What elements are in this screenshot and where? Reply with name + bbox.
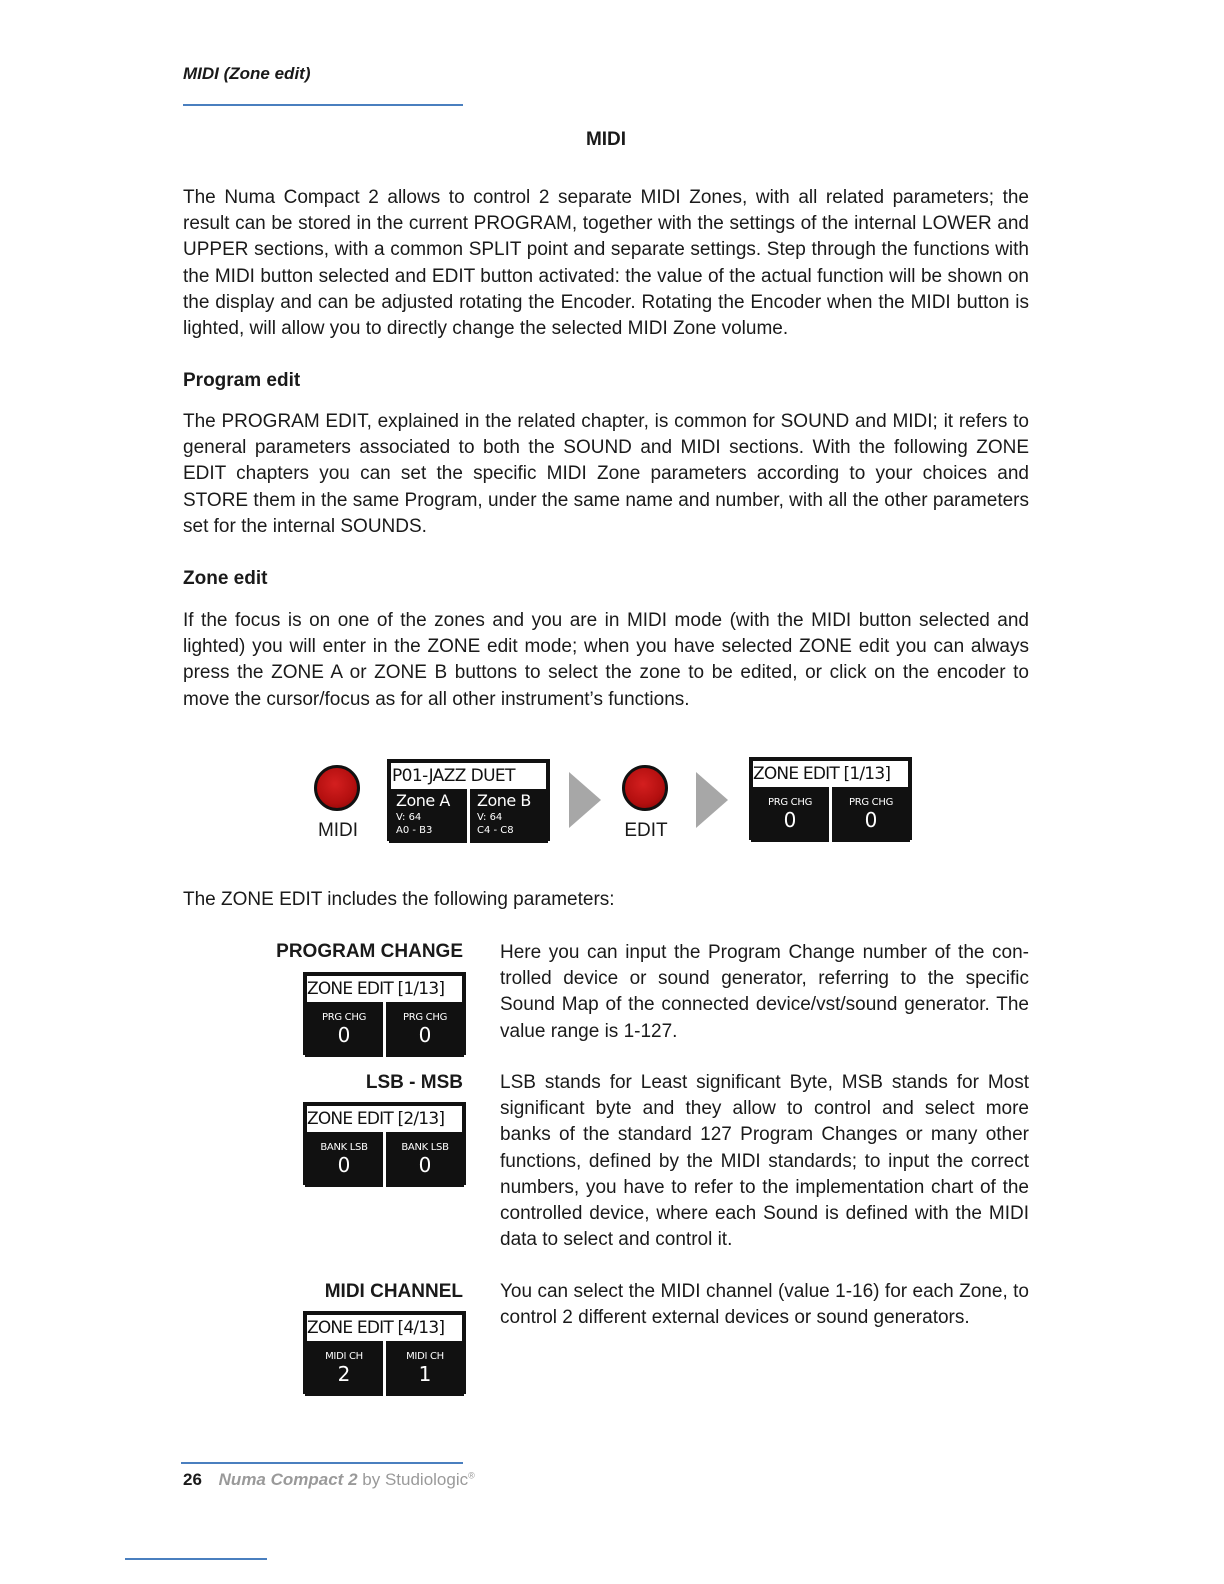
zone-a-cell [389, 789, 467, 843]
display-right-label: PRG CHG [848, 797, 894, 808]
display-right-label: BANK LSB [401, 1142, 449, 1153]
param-display-title: ZONE EDIT [4/13] [305, 1313, 464, 1341]
param-display [303, 1311, 466, 1394]
running-header: MIDI (Zone edit) [183, 64, 311, 83]
page-number: 26 [183, 1470, 202, 1489]
header-divider [183, 104, 463, 106]
display-left-value: 0 [337, 1023, 351, 1047]
display-left-value: 2 [337, 1362, 351, 1386]
param-display [303, 972, 466, 1055]
display-left-label: PRG CHG [321, 1012, 367, 1023]
display-left-label: PRG CHG [767, 797, 813, 808]
edit-button-label: EDIT [624, 820, 668, 841]
param-display [303, 1102, 466, 1185]
arrow-right-icon [696, 772, 728, 828]
zone-edit-paragraph: If the focus is on one of the zones and you are in MIDI mode (with the MIDI button selected and lighted) you will enter in the ZONE edit mode; when you have selected ZONE edit you can always press the ZONE A or ZONE B buttons to select the zone to be edited, or click on the encoder to move the cursor/focus as for all other instrument’s functions. [183, 610, 1029, 710]
zone-edit-display-title: ZONE EDIT [1/13] [751, 759, 910, 787]
display-left-value: 0 [783, 808, 797, 832]
param-description: LSB stands for Least significant Byte, MSB stands for Most significant byte and they allow to control and select more banks of the standard 127 Program Changes or many other functions, defined by the MIDI standards; to input the correct numbers, you have to refer to the implementation chart of the controlled device, where each Sound is defined with the MIDI data to select and control it. [500, 1072, 1029, 1251]
brand-name: by Studiologic [362, 1470, 469, 1489]
midi-button-label: MIDI [317, 820, 359, 841]
zone-a-range: A0 - B3 [396, 825, 433, 836]
intro-paragraph: The Numa Compact 2 allows to control 2 separate MIDI Zones, with all related parameters; the result can be stored in the current PROGRAM, together with the settings of the internal LOWER and UPPER sections, with a common SPLIT point and separate settings. Step through the functions with the MIDI button selected and EDIT button activated: the value of the actual function will be shown on the display and can be adjusted rotating the Encoder. Rotating the Encoder when the MIDI button is lighted, will allow you to directly change the selected MIDI Zone volume. [183, 187, 1029, 340]
param-title: PROGRAM CHANGE [276, 941, 463, 962]
registered-mark: ® [468, 1470, 475, 1481]
display-right-value: 1 [418, 1362, 432, 1386]
display-right-label: PRG CHG [402, 1012, 448, 1023]
zone-b-name: Zone B [477, 791, 531, 810]
display-left-label: MIDI CH [325, 1351, 363, 1362]
zone-b-volume: V: 64 [477, 812, 503, 823]
param-title: LSB - MSB [365, 1072, 463, 1093]
zone-b-cell [467, 789, 548, 843]
zone-edit-display [749, 757, 912, 840]
display-right-value: 0 [418, 1153, 432, 1177]
display-right-value: 0 [864, 808, 878, 832]
display-right-value: 0 [418, 1023, 432, 1047]
arrow-right-icon [569, 772, 601, 828]
zone-edit-heading: Zone edit [183, 568, 268, 589]
param-description: Here you can input the Program Change number of the con-trolled device or sound generator, referring to the specific Sound Map of the connected device/vst/sound generator. The value range is 1-127. [500, 942, 1029, 1042]
page-footer [183, 1470, 475, 1490]
display-right-label: MIDI CH [406, 1351, 444, 1362]
program-display-title: P01-JAZZ DUET [389, 761, 548, 789]
product-name: Numa Compact 2 [218, 1470, 358, 1489]
param-title: MIDI CHANNEL [324, 1281, 463, 1302]
program-edit-heading: Program edit [183, 370, 301, 391]
footer-divider [181, 1462, 463, 1464]
zone-a-volume: V: 64 [396, 812, 422, 823]
edit-button-icon [622, 765, 668, 811]
section-title: MIDI [585, 129, 627, 150]
program-edit-paragraph: The PROGRAM EDIT, explained in the related chapter, is common for SOUND and MIDI; it refers to general parameters associated to both the SOUND and MIDI sections. With the following ZONE EDIT chapters you can set the specific MIDI Zone parameters according to your choices and STORE them in the same Program, under the same name and number, with all the other parameters set for the internal SOUNDS. [183, 411, 1029, 537]
display-left-value: 0 [337, 1153, 351, 1177]
param-description: You can select the MIDI channel (value 1-16) for each Zone, to control 2 different external devices or sound generators. [500, 1281, 1029, 1329]
param-display-title: ZONE EDIT [1/13] [305, 974, 464, 1002]
zone-a-name: Zone A [396, 791, 450, 810]
bottom-divider [125, 1558, 267, 1560]
program-display [387, 759, 550, 841]
midi-button-icon [314, 765, 360, 811]
display-left-label: BANK LSB [320, 1142, 368, 1153]
param-display-title: ZONE EDIT [2/13] [305, 1104, 464, 1132]
zone-b-range: C4 - C8 [477, 825, 514, 836]
includes-paragraph: The ZONE EDIT includes the following parameters: [183, 889, 615, 910]
